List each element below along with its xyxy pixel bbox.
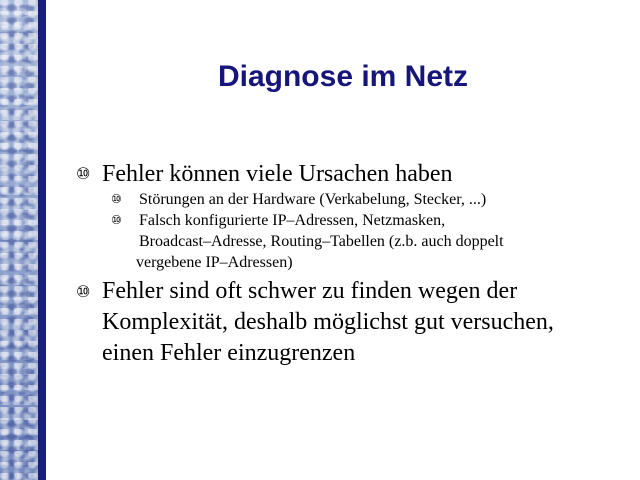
bullet-icon: ⑩ bbox=[76, 164, 91, 183]
bullet-2-line-1: Fehler sind oft schwer zu finden wegen der bbox=[102, 278, 518, 304]
sub-bullet-2-line-2: Broadcast–Adresse, Routing–Tabellen (z.b. auch doppelt bbox=[139, 233, 504, 250]
sub-bullet-1-text: Störungen an der Hardware (Verkabelung, Stecker, ...) bbox=[139, 191, 487, 208]
slide-title: Diagnose im Netz bbox=[217, 60, 469, 93]
bullet-icon: ⑩ bbox=[111, 213, 122, 227]
bullet-2-line-3: einen Fehler einzugrenzen bbox=[102, 340, 356, 366]
bullet-2-line-2: Komplexität, deshalb möglichst gut versuchen, bbox=[102, 309, 554, 335]
bullet-icon: ⑩ bbox=[76, 282, 91, 301]
bullet-1-text: Fehler können viele Ursachen haben bbox=[102, 161, 453, 187]
sub-bullet-2-line-1: Falsch konfigurierte IP–Adressen, Netzmasken, bbox=[139, 212, 446, 229]
sub-bullet-2 bbox=[136, 210, 609, 273]
bullet-2 bbox=[102, 276, 612, 369]
accent-bar bbox=[38, 0, 46, 480]
sub-bullet-2-line-3: vergebene IP–Adressen) bbox=[136, 254, 293, 271]
marble-texture-strip bbox=[0, 0, 38, 480]
bullet-icon: ⑩ bbox=[111, 192, 122, 206]
